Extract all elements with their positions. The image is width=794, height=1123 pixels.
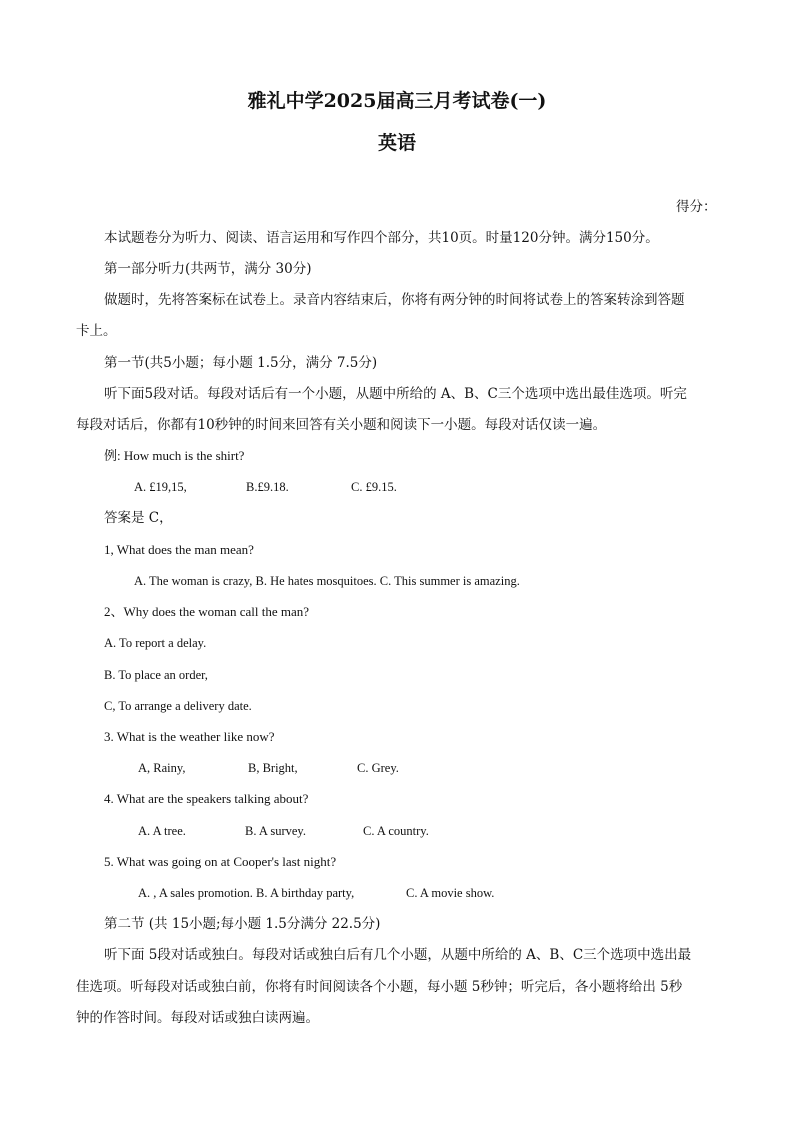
intro-text: 本试题卷分为听力、阅读、语言运用和写作四个部分，共10页。时量120分钟。满分150分。: [104, 230, 659, 246]
question-2-stem: 2、Why does the woman call the man?: [104, 604, 310, 619]
question-3-option-b: B, Bright,: [248, 761, 298, 775]
question-1-options: A. The woman is crazy, B. He hates mosquitoes. C. This summer is amazing.: [134, 574, 520, 588]
question-2-option-b: B. To place an order,: [104, 668, 208, 682]
question-4-option-a: A. A tree.: [138, 824, 186, 838]
example-option-c: C. £9.15.: [351, 480, 397, 494]
question-3-option-a: A, Rainy,: [138, 761, 186, 775]
question-5-stem: 5. What was going on at Cooper's last night?: [104, 854, 337, 869]
exam-title: 雅礼中学2025届高三月考试卷(一): [247, 90, 547, 112]
section1-instruction-1: 听下面5段对话。每段对话后有一个小题，从题中所给的 A、B、C三个选项中选出最佳选项。听完: [104, 386, 687, 402]
question-3-stem: 3. What is the weather like now?: [104, 729, 275, 744]
score-label: 得分：: [676, 199, 717, 215]
question-4-option-b: B. A survey.: [245, 824, 306, 838]
part1-instruction-2: 卡上。: [76, 323, 117, 339]
subject-title: 英语: [377, 132, 416, 154]
section2-heading: 第二节 (共 15小题;每小题 1.5分满分 22.5分): [104, 916, 381, 932]
part1-heading: 第一部分听力(共两节，满分 30分): [104, 261, 312, 277]
example-question: 例: How much is the shirt?: [104, 448, 245, 463]
part1-instruction-1: 做题时，先将答案标在试卷上。录音内容结束后，你将有两分钟的时间将试卷上的答案转涂到答题: [104, 292, 685, 308]
section2-instruction-2: 佳选项。听每段对话或独白前，你将有时间阅读各个小题，每小题 5秒钟；听完后，各小题将给出 5秒: [76, 979, 683, 995]
section1-instruction-2: 每段对话后，你都有10秒钟的时间来回答有关小题和阅读下一小题。每段对话仅读一遍。: [76, 417, 607, 433]
question-5-option-c: C. A movie show.: [406, 886, 495, 900]
question-2-option-c: C, To arrange a delivery date.: [104, 699, 252, 713]
question-4-stem: 4. What are the speakers talking about?: [104, 791, 309, 806]
question-1-stem: 1, What does the man mean?: [104, 542, 254, 557]
question-2-option-a: A. To report a delay.: [104, 636, 207, 650]
question-4-option-c: C. A country.: [363, 824, 429, 838]
example-answer: 答案是 C，: [104, 510, 173, 526]
question-3-option-c: C. Grey.: [357, 761, 399, 775]
section2-instruction-3: 钟的作答时间。每段对话或独白读两遍。: [76, 1010, 319, 1026]
example-option-a: A. £19,15,: [134, 480, 187, 494]
question-5-options-ab: A. , A sales promotion. B. A birthday party,: [138, 886, 355, 900]
example-option-b: B.£9.18.: [246, 480, 289, 494]
section1-heading: 第一节(共5小题；每小题 1.5分，满分 7.5分): [104, 355, 378, 371]
section2-instruction-1: 听下面 5段对话或独白。每段对话或独白后有几个小题，从题中所给的 A、B、C三个选项中选出最: [104, 947, 692, 963]
